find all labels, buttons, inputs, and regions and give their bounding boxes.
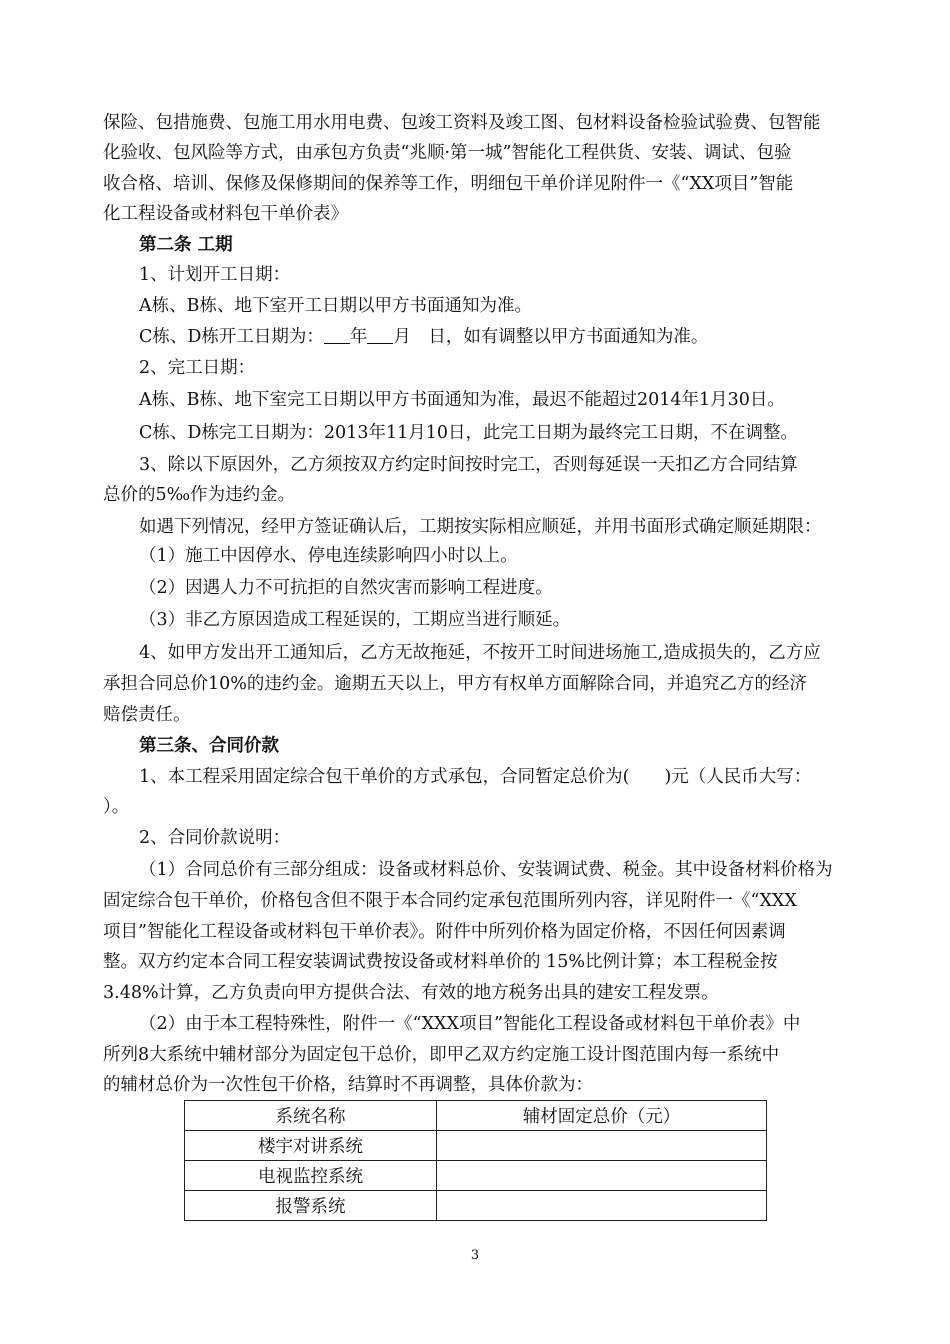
text-line: 2、合同价款说明： bbox=[139, 828, 291, 848]
text-line: （2）由于本工程特殊性，附件一《“XXX项目”智能化工程设备或材料包干单价表》中 bbox=[139, 1014, 801, 1034]
text-line: 2、完工日期： bbox=[139, 358, 256, 378]
column-header: 辅材固定总价（元） bbox=[437, 1101, 767, 1131]
column-header: 系统名称 bbox=[185, 1101, 437, 1131]
text-line: A栋、B栋、地下室开工日期以甲方书面通知为准。 bbox=[139, 296, 532, 316]
text-line: 项目”智能化工程设备或材料包干单价表》。附件中所列价格为固定价格，不因任何因素调 bbox=[103, 922, 786, 942]
text-line: 化工程设备或材料包干单价表》 bbox=[103, 204, 348, 224]
blank-field bbox=[324, 325, 350, 344]
text-line: 3、除以下原因外，乙方须按双方约定时间按时完工，否则每延误一天扣乙方合同结算 bbox=[139, 455, 798, 475]
text-line: 固定综合包干单价，价格包含但不限于本合同约定承包范围所列内容，详见附件一《“XXX bbox=[103, 891, 797, 911]
materials-price-table bbox=[184, 1100, 767, 1221]
text-fragment: C栋、D栋开工日期为： bbox=[139, 327, 324, 347]
text-line: 保险、包措施费、包施工用水用电费、包竣工资料及竣工图、包材料设备检验试验费、包智能 bbox=[103, 113, 821, 133]
text-line-with-blanks bbox=[139, 322, 853, 352]
text-line: 1、本工程采用固定综合包干单价的方式承包，合同暂定总价为( )元（人民币大写： bbox=[139, 767, 812, 787]
table-header-row bbox=[185, 1101, 767, 1131]
text-fragment: 月 日，如有调整以甲方书面通知为准。 bbox=[393, 327, 709, 347]
text-line: ）。 bbox=[103, 797, 130, 817]
table-row bbox=[185, 1191, 767, 1221]
table-cell: 楼宇对讲系统 bbox=[185, 1131, 437, 1161]
text-line: 整。双方约定本合同工程安装调试费按设备或材料单价的 15%比例计算；本工程税金按 bbox=[103, 952, 778, 972]
page-number: 3 bbox=[470, 1248, 480, 1263]
text-line: 承担合同总价10%的违约金。逾期五天以上，甲方有权单方面解除合同，并追究乙方的经济 bbox=[103, 674, 807, 694]
text-line: （3）非乙方原因造成工程延误的，工期应当进行顺延。 bbox=[139, 610, 571, 630]
text-line: （1）合同总价有三部分组成：设备或材料总价、安装调试费、税金。其中设备材料价格为 bbox=[139, 860, 833, 880]
table-row bbox=[185, 1131, 767, 1161]
table-cell: 电视监控系统 bbox=[185, 1161, 437, 1191]
table-cell bbox=[437, 1161, 767, 1191]
text-line: A栋、B栋、地下室完工日期以甲方书面通知为准，最迟不能超过2014年1月30日。 bbox=[139, 390, 785, 410]
text-line: 1、计划开工日期： bbox=[139, 265, 291, 285]
section-heading-price: 第三条、合同价款 bbox=[139, 736, 279, 756]
text-line: 化验收、包风险等方式，由承包方负责“兆顺·第一城”智能化工程供货、安装、调试、包验 bbox=[103, 143, 792, 163]
text-line: C栋、D栋完工日期为：2013年11月10日，此完工日期为最终完工日期，不在调整。 bbox=[139, 423, 798, 443]
table-cell: 报警系统 bbox=[185, 1191, 437, 1221]
table-cell bbox=[437, 1131, 767, 1161]
text-line: 4、如甲方发出开工通知后，乙方无故拖延，不按开工时间进场施工,造成损失的，乙方应 bbox=[139, 643, 821, 663]
text-line: 赔偿责任。 bbox=[103, 705, 191, 725]
blank-field bbox=[367, 325, 393, 344]
table-cell bbox=[437, 1191, 767, 1221]
table-row bbox=[185, 1161, 767, 1191]
text-line: 收合格、培训、保修及保修期间的保养等工作，明细包干单价详见附件一《“XX项目”智能 bbox=[103, 174, 794, 194]
text-line: （1）施工中因停水、停电连续影响四小时以上。 bbox=[139, 546, 518, 566]
text-line: 3.48%计算，乙方负责向甲方提供合法、有效的地方税务出具的建安工程发票。 bbox=[103, 983, 719, 1003]
text-line: 的辅材总价为一次性包干价格，结算时不再调整，具体价款为： bbox=[103, 1075, 593, 1095]
section-heading-schedule: 第二条 工期 bbox=[139, 235, 233, 255]
text-fragment: 年 bbox=[349, 327, 368, 347]
text-line: 所列8大系统中辅材部分为固定包干总价，即甲乙双方约定施工设计图范围内每一系统中 bbox=[103, 1045, 780, 1065]
text-line: （2）因遇人力不可抗拒的自然灾害而影响工程进度。 bbox=[139, 578, 553, 598]
text-line: 总价的5‰作为违约金。 bbox=[103, 485, 296, 505]
text-line: 如遇下列情况，经甲方签证确认后，工期按实际相应顺延，并用书面形式确定顺延期限： bbox=[139, 517, 822, 537]
